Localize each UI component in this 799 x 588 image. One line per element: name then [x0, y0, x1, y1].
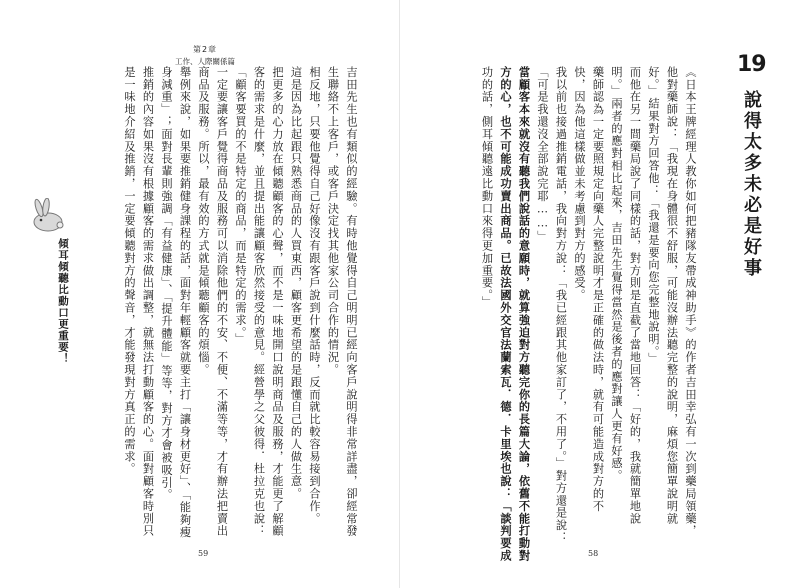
text-column: 「可是我還沒全部說完耶……」: [536, 66, 549, 244]
text-column: 推銷的內容如果沒有根據顧客的需求做出調整，就無法打動顧客的心。面對顧客時別只: [141, 66, 155, 538]
page-number: 59: [198, 549, 209, 558]
text-column: 吉田先生也有類似的經驗。有時他覺得自己明明已經向客戶說明得非常詳盡，卻經常發: [345, 66, 358, 538]
text-column: 生聯絡不上客戶，或客戶決定找其他家公司合作的情況。: [326, 66, 340, 376]
text-column: 快，因為他這樣做並未考慮到對方的感受。: [573, 66, 586, 302]
text-column: 相反地，只要他覺得自己好像沒有跟客戶說到什麼話時，反而就比較容易接到合作。: [308, 66, 321, 525]
side-note: [42, 238, 82, 378]
section-label: 工作、人際關係篇: [175, 57, 235, 66]
text-column: 商品及服務。所以，最有效的方式就是傾聽顧客的煩惱。: [197, 66, 210, 376]
text-column: 他對藥師說：「我現在身體很不舒服，可能沒辦法聽完整的說明，麻煩您簡單說明就: [665, 66, 679, 525]
chapter-title: 說得太多未必是好事: [741, 90, 762, 279]
text-column: 好。」結果對方回答他：「我還是要向您完整地說明。」: [647, 66, 660, 365]
text-column: 我以前也接過推銷電話，我向對方說：「我已經跟其他家訂了，不用了。」對方還是說：: [554, 66, 568, 544]
text-column: 舉例來說，如果要推銷健身課程的話，面對年輕顧客就要主打「讓身材更好」、「能夠瘦: [178, 66, 192, 539]
chapter-label: 第2章: [192, 45, 218, 54]
text-column: 功的話，側耳傾聽遠比動口來得更加重要。」: [480, 66, 494, 309]
side-note-text: 傾耳傾聽比動口更重要！: [57, 238, 69, 365]
text-column: 而他在另一間藥局說了同樣的話，對方則是直截了當地回答：「好的，我就簡單地說: [628, 66, 642, 525]
text-column: 把更多的心力放在傾聽顧客的心聲，而不是一味地開口說明商品及服務，才能更了解顧: [271, 66, 284, 538]
chapter-number: 19: [737, 52, 766, 77]
page-number: 58: [588, 549, 599, 558]
text-column: 一定要讓客戶覺得商品及服務可以消除他們的不安、不便、不滿等等，才有辦法把賣出: [215, 66, 229, 538]
text-column: 客的需求是什麼，並且提出能讓顧客欣然接受的意見。經營學之父彼得．杜拉克也說：: [252, 66, 266, 538]
text-column: 當顧客本來就沒有聽我們說話的意願時，就算強迫對方聽完你的長篇大論，依舊不能打動對: [517, 66, 531, 562]
rabbit-illustration: [28, 198, 68, 234]
text-column: 是一味地介紹及推銷，一定要傾聽對方的聲音，才能發現對方真正的需求。: [123, 66, 136, 476]
text-column: 身減重」；面對長輩則強調「有益健康」、「提升體能」等等，對方才會被吸引。: [160, 66, 173, 502]
text-column: 這是因為比起跟只熟悉商品的人買東西，顧客更希望的是跟懂自己的人做生意。: [289, 66, 303, 500]
text-column: 明。」兩者的應對相比起來，吉田先生覺得當然是後者的應對讓人更有好感。: [610, 66, 623, 482]
left-page: [0, 0, 399, 588]
text-column: 方的心，也不可能成功賣出商品。已故法國外交官法蘭索瓦．德．卡里埃也說：「談判要成: [499, 66, 512, 562]
running-head: [150, 44, 260, 68]
right-page: [400, 0, 799, 588]
text-column: 「顧客要買的不是特定的商品，而是特定的需求。」: [234, 66, 247, 346]
text-column: 藥師認為一定要照規定向藥人完整說明才是正確的做法時，就有可能造成對方的不: [591, 66, 605, 513]
text-column: 《日本王牌經理人教你如何把豬隊友帶成神助手》的作者吉田幸弘有一次到藥局領藥，: [684, 66, 697, 538]
